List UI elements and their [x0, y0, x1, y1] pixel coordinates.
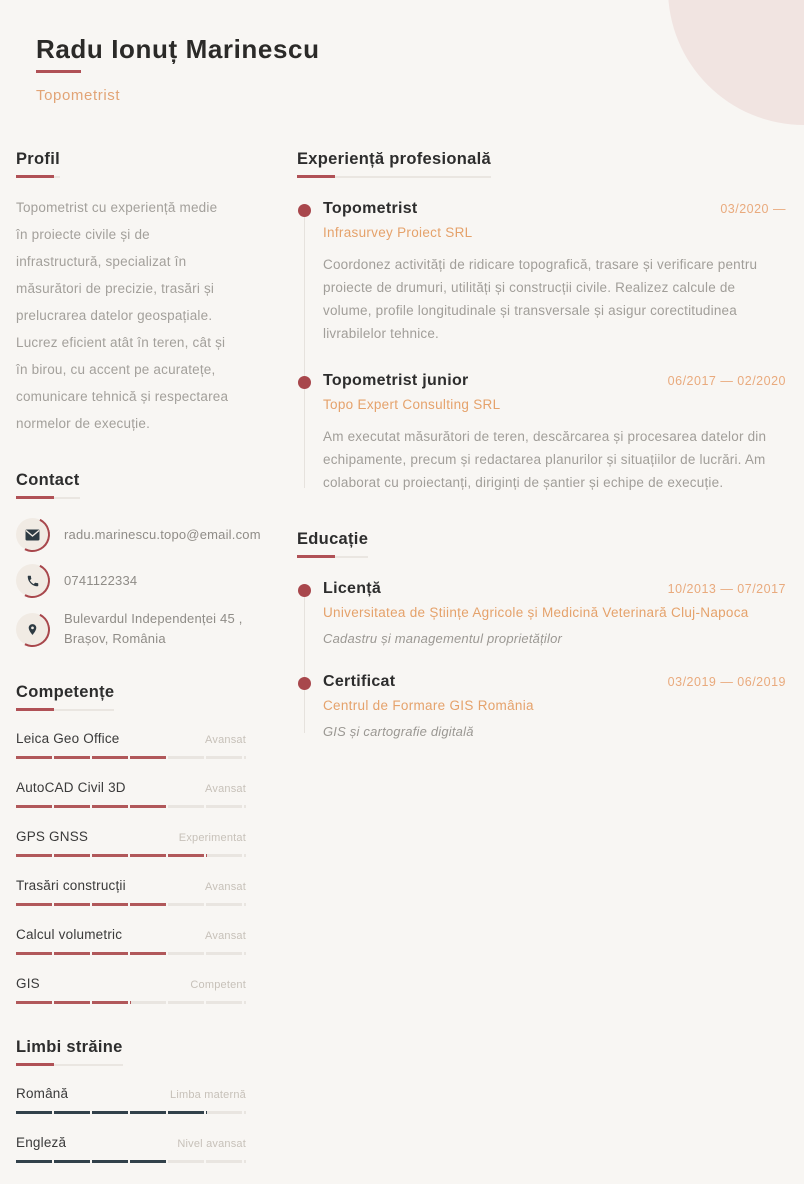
education-institution: Centrul de Formare GIS România	[323, 698, 534, 713]
language-level-label: Nivel avansat	[177, 1138, 246, 1150]
skill-bar	[16, 854, 246, 857]
sidebar	[16, 150, 261, 1184]
experience-description: Coordonez activități de ridicare topografică, trasare și verificare pentru proiecte de drumuri, utilități și construcții civile. Realizez calcule de volume, profile longitudinale și transversale și asigur corectitudinea livrabilelor tehnice.	[323, 257, 758, 341]
language-row	[16, 1135, 246, 1163]
skill-level-label: Avansat	[205, 930, 246, 942]
job-title: Topometrist	[36, 87, 121, 104]
experience-entry	[298, 200, 786, 345]
phone-icon	[16, 564, 49, 597]
skill-bar	[16, 952, 246, 955]
language-bar-fill	[16, 1160, 168, 1163]
skill-name: Calcul volumetric	[16, 927, 123, 942]
person-name: Radu Ionuț Marinescu	[36, 34, 320, 64]
skill-name: GPS GNSS	[16, 829, 89, 844]
education-note: GIS și cartografie digitală	[323, 724, 474, 739]
education-note: Cadastru și managementul proprietăților	[323, 631, 563, 646]
contact-address-value: Bulevardul Independenței 45 , Brașov, România	[64, 611, 243, 646]
skill-row	[16, 780, 246, 808]
contact-item-address	[16, 609, 246, 649]
experience-title: Topometrist	[323, 200, 418, 217]
skill-level-label: Avansat	[205, 783, 246, 795]
main-column	[297, 150, 786, 1184]
skill-bar	[16, 903, 246, 906]
experience-description: Am executat măsurători de teren, descărcarea și procesarea datelor din echipamente, precum și redactarea planurilor și situațiilor de lucrări. Am colaborat cu proiectanți, diriginți de șantier și echipe de execuție.	[323, 429, 767, 490]
timeline-bullet-icon	[298, 584, 311, 597]
contact-phone-value: 0741122334	[64, 572, 138, 588]
education-title: Licență	[323, 580, 382, 597]
contact-list	[16, 517, 261, 649]
profile-heading: Profil	[16, 150, 60, 178]
education-institution: Universitatea de Științe Agricole și Medicină Veterinară Cluj-Napoca	[323, 605, 749, 620]
skill-bar-fill	[16, 903, 168, 906]
languages-list	[16, 1086, 246, 1163]
name-accent-underline	[36, 70, 81, 73]
timeline-bullet-icon	[298, 376, 311, 389]
skill-level-label: Experimentat	[178, 832, 246, 844]
contact-heading: Contact	[16, 471, 80, 499]
language-name: Română	[16, 1086, 69, 1101]
languages-section	[16, 1038, 246, 1163]
skill-bar-fill	[16, 854, 207, 857]
skill-bar	[16, 756, 246, 759]
contact-item-phone	[16, 563, 246, 598]
profile-section	[16, 150, 246, 437]
contact-section	[16, 471, 261, 649]
education-period: 10/2013 — 07/2017	[667, 582, 786, 596]
education-entry	[298, 580, 786, 646]
skill-level-label: Competent	[190, 979, 246, 991]
education-entry	[298, 673, 786, 739]
email-icon	[16, 518, 49, 551]
skill-row	[16, 829, 246, 857]
experience-period: 06/2017 — 02/2020	[667, 374, 786, 388]
timeline-bullet-icon	[298, 677, 311, 690]
skill-bar	[16, 805, 246, 808]
skill-row	[16, 976, 246, 1004]
skill-level-label: Avansat	[205, 881, 246, 893]
language-bar-fill	[16, 1111, 207, 1114]
skills-list	[16, 731, 246, 1004]
languages-heading: Limbi străine	[16, 1038, 123, 1066]
language-bar	[16, 1111, 246, 1114]
experience-period: 03/2020 —	[720, 202, 786, 216]
language-row	[16, 1086, 246, 1114]
education-heading: Educație	[297, 530, 368, 558]
skill-name: Leica Geo Office	[16, 731, 120, 746]
education-timeline	[298, 580, 786, 739]
location-icon	[16, 613, 49, 646]
experience-company: Topo Expert Consulting SRL	[323, 397, 501, 412]
skill-row	[16, 731, 246, 759]
experience-heading: Experiență profesională	[297, 150, 491, 178]
cv-header	[0, 0, 804, 104]
language-name: Engleză	[16, 1135, 67, 1150]
skills-section	[16, 683, 246, 1004]
experience-title: Topometrist junior	[323, 372, 469, 389]
profile-text: Topometrist cu experiență medie în proiecte civile și de infrastructură, specializat în măsurători de precizie, trasări și prelucrarea datelor geospațiale. Lucrez eficient atât în teren, cât și în birou, cu accent pe acuratețe, comunicare tehnică și respectarea normelor de execuție.	[16, 200, 229, 431]
contact-email-value: radu.marinescu.topo@email.com	[64, 526, 261, 542]
language-level-label: Limba maternă	[170, 1089, 246, 1101]
contact-item-email	[16, 517, 261, 552]
experience-company: Infrasurvey Proiect SRL	[323, 225, 473, 240]
skill-bar-fill	[16, 952, 168, 955]
skill-level-label: Avansat	[205, 734, 246, 746]
education-period: 03/2019 — 06/2019	[667, 675, 786, 689]
skill-name: AutoCAD Civil 3D	[16, 780, 126, 795]
timeline-bullet-icon	[298, 204, 311, 217]
skills-heading: Competențe	[16, 683, 114, 711]
skill-bar-fill	[16, 1001, 131, 1004]
content-columns	[0, 150, 804, 1184]
skill-name: GIS	[16, 976, 40, 991]
skill-bar	[16, 1001, 246, 1004]
experience-section	[297, 150, 786, 494]
experience-timeline	[298, 200, 786, 494]
skill-bar-fill	[16, 805, 168, 808]
education-title: Certificat	[323, 673, 396, 690]
skill-bar-fill	[16, 756, 168, 759]
skill-name: Trasări construcții	[16, 878, 126, 893]
skill-row	[16, 878, 246, 906]
education-section	[297, 530, 786, 739]
language-bar	[16, 1160, 246, 1163]
experience-entry	[298, 372, 786, 494]
skill-row	[16, 927, 246, 955]
